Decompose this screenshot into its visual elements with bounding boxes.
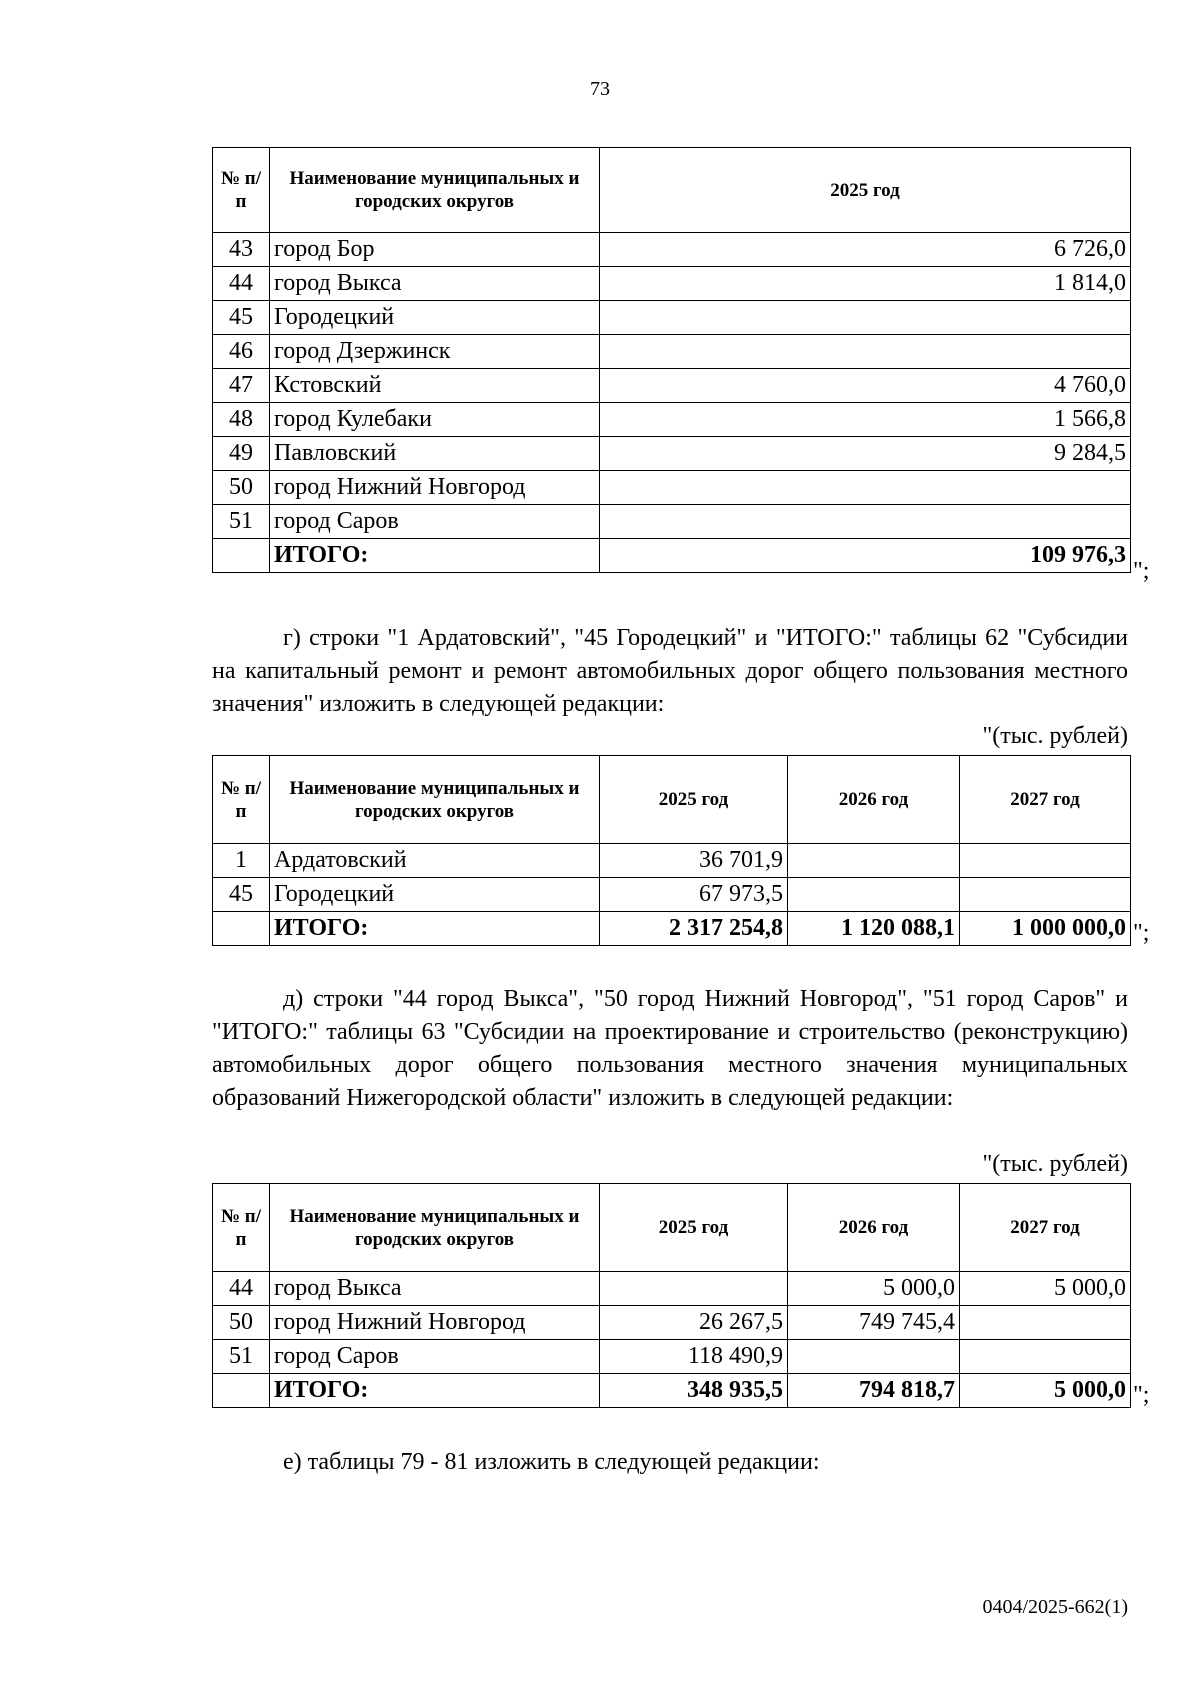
total-2026: 1 120 088,1 bbox=[788, 912, 960, 946]
cell-num: 44 bbox=[213, 267, 270, 301]
header-num: № п/п bbox=[213, 756, 270, 844]
paragraph-e bbox=[212, 1446, 1128, 1479]
table-row bbox=[213, 403, 1131, 437]
total-2025: 2 317 254,8 bbox=[600, 912, 788, 946]
cell-2027 bbox=[960, 844, 1131, 878]
header-2025: 2025 год bbox=[600, 148, 1131, 233]
closing-quote: "; bbox=[1133, 1382, 1150, 1408]
cell-2025 bbox=[600, 335, 1131, 369]
table-row bbox=[213, 844, 1131, 878]
table-row bbox=[213, 878, 1131, 912]
cell-num: 1 bbox=[213, 844, 270, 878]
header-2026: 2026 год bbox=[788, 1184, 960, 1272]
table-62 bbox=[212, 755, 1131, 946]
header-2025: 2025 год bbox=[600, 756, 788, 844]
total-label: ИТОГО: bbox=[270, 912, 600, 946]
table-1 bbox=[212, 147, 1131, 573]
cell-num: 45 bbox=[213, 301, 270, 335]
total-2025: 348 935,5 bbox=[600, 1374, 788, 1408]
cell-2025: 1 814,0 bbox=[600, 267, 1131, 301]
cell-num: 50 bbox=[213, 1306, 270, 1340]
cell-name: город Выкса bbox=[270, 267, 600, 301]
table-row bbox=[213, 505, 1131, 539]
cell-name: город Саров bbox=[270, 1340, 600, 1374]
cell-2025: 9 284,5 bbox=[600, 437, 1131, 471]
cell-name: Кстовский bbox=[270, 369, 600, 403]
cell-2025 bbox=[600, 1272, 788, 1306]
header-2025: 2025 год bbox=[600, 1184, 788, 1272]
cell-2026 bbox=[788, 1340, 960, 1374]
cell-2027 bbox=[960, 878, 1131, 912]
header-2027: 2027 год bbox=[960, 1184, 1131, 1272]
paragraph-g bbox=[212, 622, 1128, 721]
header-name: Наименование муниципальных и городских округов bbox=[270, 148, 600, 233]
cell-name: город Кулебаки bbox=[270, 403, 600, 437]
table-header-row bbox=[213, 1184, 1131, 1272]
cell-2025: 4 760,0 bbox=[600, 369, 1131, 403]
total-2026: 794 818,7 bbox=[788, 1374, 960, 1408]
cell-num: 43 bbox=[213, 233, 270, 267]
cell-name: Городецкий bbox=[270, 301, 600, 335]
total-label: ИТОГО: bbox=[270, 539, 600, 573]
table-row bbox=[213, 1272, 1131, 1306]
header-num: № п/п bbox=[213, 148, 270, 233]
cell-num: 49 bbox=[213, 437, 270, 471]
cell-num bbox=[213, 539, 270, 573]
table-total-row bbox=[213, 539, 1131, 573]
table-row bbox=[213, 301, 1131, 335]
cell-name: город Нижний Новгород bbox=[270, 471, 600, 505]
cell-2025 bbox=[600, 505, 1131, 539]
cell-2025: 36 701,9 bbox=[600, 844, 788, 878]
cell-num bbox=[213, 912, 270, 946]
units-label: "(тыс. рублей) bbox=[982, 723, 1128, 749]
cell-2025: 1 566,8 bbox=[600, 403, 1131, 437]
document-code: 0404/2025-662(1) bbox=[982, 1596, 1128, 1618]
table-row bbox=[213, 267, 1131, 301]
cell-name: Павловский bbox=[270, 437, 600, 471]
cell-name: Городецкий bbox=[270, 878, 600, 912]
header-2026: 2026 год bbox=[788, 756, 960, 844]
cell-num: 51 bbox=[213, 505, 270, 539]
cell-num: 50 bbox=[213, 471, 270, 505]
table-row bbox=[213, 233, 1131, 267]
paragraph-d bbox=[212, 983, 1128, 1115]
cell-2025: 26 267,5 bbox=[600, 1306, 788, 1340]
cell-name: город Дзержинск bbox=[270, 335, 600, 369]
total-2027: 1 000 000,0 bbox=[960, 912, 1131, 946]
table-row bbox=[213, 335, 1131, 369]
total-label: ИТОГО: bbox=[270, 1374, 600, 1408]
header-num: № п/п bbox=[213, 1184, 270, 1272]
cell-2027: 5 000,0 bbox=[960, 1272, 1131, 1306]
cell-num: 45 bbox=[213, 878, 270, 912]
cell-name: город Бор bbox=[270, 233, 600, 267]
units-label: "(тыс. рублей) bbox=[982, 1151, 1128, 1177]
table-63 bbox=[212, 1183, 1131, 1408]
cell-name: город Саров bbox=[270, 505, 600, 539]
cell-2026 bbox=[788, 844, 960, 878]
table-row bbox=[213, 1340, 1131, 1374]
cell-name: Ардатовский bbox=[270, 844, 600, 878]
closing-quote: "; bbox=[1133, 558, 1150, 584]
cell-num: 47 bbox=[213, 369, 270, 403]
closing-quote: "; bbox=[1133, 920, 1150, 946]
table-total-row bbox=[213, 1374, 1131, 1408]
cell-2026 bbox=[788, 878, 960, 912]
table-row bbox=[213, 1306, 1131, 1340]
table-row bbox=[213, 369, 1131, 403]
cell-num bbox=[213, 1374, 270, 1408]
header-2027: 2027 год bbox=[960, 756, 1131, 844]
table-row bbox=[213, 471, 1131, 505]
cell-name: город Нижний Новгород bbox=[270, 1306, 600, 1340]
cell-num: 46 bbox=[213, 335, 270, 369]
cell-2025 bbox=[600, 471, 1131, 505]
table-row bbox=[213, 437, 1131, 471]
header-name: Наименование муниципальных и городских округов bbox=[270, 756, 600, 844]
cell-2025: 67 973,5 bbox=[600, 878, 788, 912]
cell-2025 bbox=[600, 301, 1131, 335]
cell-2026: 749 745,4 bbox=[788, 1306, 960, 1340]
cell-2027 bbox=[960, 1340, 1131, 1374]
paragraph-e-text: е) таблицы 79 - 81 изложить в следующей редакции: bbox=[283, 1449, 820, 1475]
paragraph-d-text: д) строки "44 город Выкса", "50 город Нижний Новгород", "51 город Саров" и "ИТОГО:" таблицы 63 "Субсидии на проектирование и строительство (реконструкцию) автомобильных дорог общего пользования местного значения муниципальных образований Нижегородской области" изложить в следующей редакции: bbox=[212, 986, 1128, 1111]
cell-2027 bbox=[960, 1306, 1131, 1340]
paragraph-g-text: г) строки "1 Ардатовский", "45 Городецкий" и "ИТОГО:" таблицы 62 "Субсидии на капитальный ремонт и ремонт автомобильных дорог общего пользования местного значения" изложить в следующей редакции: bbox=[212, 625, 1128, 717]
table-header-row bbox=[213, 756, 1131, 844]
cell-num: 51 bbox=[213, 1340, 270, 1374]
cell-num: 44 bbox=[213, 1272, 270, 1306]
header-name: Наименование муниципальных и городских округов bbox=[270, 1184, 600, 1272]
table-header-row bbox=[213, 148, 1131, 233]
cell-name: город Выкса bbox=[270, 1272, 600, 1306]
cell-2025: 6 726,0 bbox=[600, 233, 1131, 267]
cell-2025: 118 490,9 bbox=[600, 1340, 788, 1374]
table-total-row bbox=[213, 912, 1131, 946]
cell-num: 48 bbox=[213, 403, 270, 437]
page-number: 73 bbox=[590, 78, 610, 100]
cell-2026: 5 000,0 bbox=[788, 1272, 960, 1306]
total-2027: 5 000,0 bbox=[960, 1374, 1131, 1408]
total-2025: 109 976,3 bbox=[600, 539, 1131, 573]
